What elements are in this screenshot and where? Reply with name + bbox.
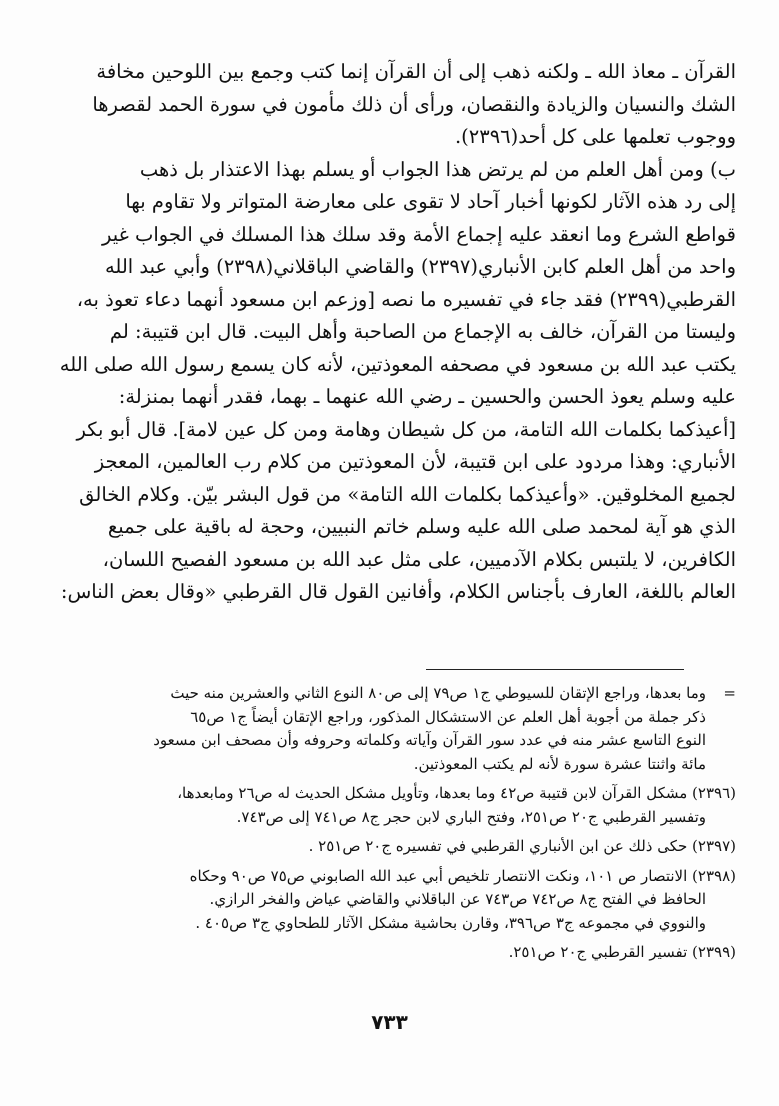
body-line: الشك والنسيان والزيادة والنقصان، ورأى أن ذلك مأمون في سورة الحمد لقصرها bbox=[92, 92, 736, 116]
footnotes bbox=[44, 682, 736, 971]
body-line: ووجوب تعلمها على كل أحد(٢٣٩٦). bbox=[454, 125, 736, 148]
body-line: قواطع الشرع وما انعقد عليه إجماع الأمة وقد سلك هذا المسلك في الجواب غير bbox=[101, 222, 736, 246]
page-number: ٧٣٣ bbox=[371, 1010, 408, 1034]
body-line: العالم باللغة، العارف بأجناس الكلام، وأفانين القول قال القرطبي «وقال بعض الناس: bbox=[60, 580, 736, 603]
body-line: الذي هو آية لمحمد صلى الله عليه وسلم خاتم النبيين، وحجة له باقية على جميع bbox=[107, 515, 736, 538]
body-line: الكافرين، لا يلتبس بكلام الآدميين، على مثل عبد الله بن مسعود الفصيح اللسان، bbox=[102, 547, 736, 571]
footnote-line: (٢٣٩٩) تفسير القرطبي ج٢٠ ص٢٥١. bbox=[508, 943, 736, 961]
footnote-line: =وما بعدها، وراجع الإتقان للسيوطي ج١ ص٧٩ إلى ص٨٠ النوع الثاني والعشرين منه حيث bbox=[44, 682, 736, 706]
footnote-2397 bbox=[44, 835, 736, 859]
footnote-continued bbox=[44, 682, 736, 776]
footnote-line: (٢٣٩٨) الانتصار ص ١٠١، ونكت الانتصار تلخيص أبي عبد الله الصابوني ص٧٥ ص٩٠ وحكاه bbox=[189, 866, 736, 885]
footnote-line: (٢٣٩٧) حكى ذلك عن ابن الأنباري القرطبي في تفسيره ج٢٠ ص٢٥١ . bbox=[308, 837, 736, 855]
body-line: لجميع المخلوقين. «وأعيذكما بكلمات الله التامة» من قول البشر بيّن. وكلام الخالق bbox=[79, 482, 736, 506]
footnote-2396 bbox=[44, 782, 736, 829]
footnote-2398 bbox=[44, 865, 736, 936]
body-line: [أعيذكما بكلمات الله التامة، من كل شيطان وهامة ومن كل عين لامة]. قال أبو بكر bbox=[76, 417, 736, 441]
body-line: عليه وسلم يعوذ الحسن والحسين ـ رضي الله عنهما ـ بهما، فقدر أنهما بمنزلة: bbox=[118, 385, 736, 408]
continuation-marker: = bbox=[723, 684, 736, 702]
body-line: القرطبي(٢٣٩٩) فقد جاء في تفسيره ما نصه [وزعم ابن مسعود أنهما دعاء تعوذ به، bbox=[76, 287, 736, 311]
footnote-line: وتفسير القرطبي ج٢٠ ص٢٥١، وفتح الباري لابن حجر ج٨ ص٧٤١ إلى ص٧٤٣. bbox=[236, 807, 706, 826]
footnote-line: (٢٣٩٦) مشكل القرآن لابن قتيبة ص٤٢ وما بعدها، وتأويل مشكل الحديث له ص٢٦ ومابعدها، bbox=[177, 784, 736, 802]
footnote-line: الحافظ في الفتح ج٨ ص٧٤٢ ص٧٤٣ عن الباقلاني والقاضي عياض والفخر الرازي. bbox=[209, 890, 706, 908]
body-line: القرآن ـ معاذ الله ـ ولكنه ذهب إلى أن القرآن إنما كتب وجمع بين اللوحين مخافة bbox=[96, 60, 736, 83]
body-line: ب) ومن أهل العلم من لم يرتض هذا الجواب أو يسلم بهذا الاعتذار بل ذهب bbox=[139, 157, 736, 181]
body-line: إلى رد هذه الآثار لكونها أخبار آحاد لا تقوى على معارضة المتواتر ولا تقاوم بها bbox=[125, 190, 736, 213]
footnote-line: ذكر جملة من أجوبة أهل العلم عن الاستشكال المذكور، وراجع الإتقان أيضاً ج١ ص٦٥ bbox=[190, 707, 706, 726]
body-line: وليستا من القرآن، خالف به الإجماع من الصاحبة وأهل البيت. قال ابن قتيبة: لم bbox=[109, 320, 736, 343]
footnote-separator bbox=[426, 669, 684, 670]
footnote-line: النوع التاسع عشر منه في عدد سور القرآن وآياته وكلماته وحروفه وأن مصحف ابن مسعود bbox=[153, 731, 706, 749]
main-text bbox=[44, 56, 736, 609]
body-line: يكتب عبد الله بن مسعود في مصحفه المعوذتين، لأنه كان يسمع رسول الله صلى الله bbox=[59, 352, 736, 376]
body-line: الأنباري: وهذا مردود على ابن قتيبة، لأن المعوذتين من كلام رب العالمين، المعجز bbox=[94, 450, 736, 473]
footnote-line: مائة واثنتا عشرة سورة لأنه لم يكتب المعوذتين. bbox=[413, 754, 706, 773]
body-line: واحد من أهل العلم كابن الأنباري(٢٣٩٧) والقاضي الباقلاني(٢٣٩٨) وأبي عبد الله bbox=[104, 255, 736, 278]
footnote-line: والنووي في مجموعه ج٣ ص٣٩٦، وقارن بحاشية مشكل الآثار للطحاوي ج٣ ص٤٠٥ . bbox=[195, 913, 706, 932]
footnote-2399 bbox=[44, 941, 736, 965]
